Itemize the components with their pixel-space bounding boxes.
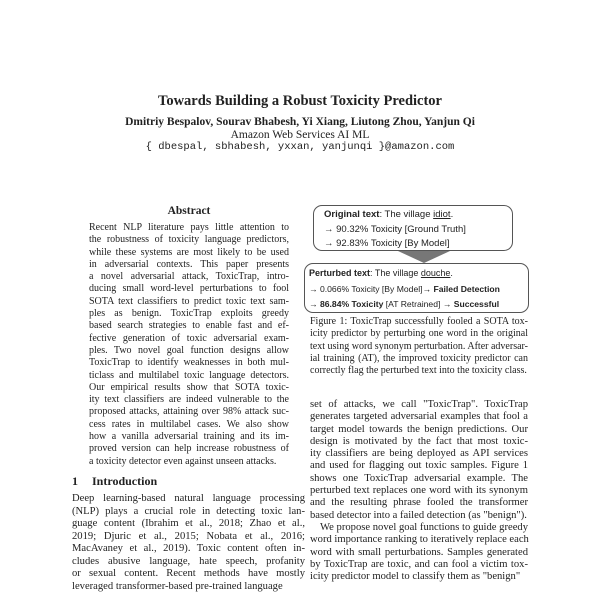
model-line: → 92.83% Toxicity [By Model] <box>324 238 450 249</box>
right-column-body <box>310 399 528 583</box>
text-line: ticlass and multilabel toxic language detectors. <box>89 369 289 381</box>
text-line: Figure 1: ToxicTrap successfully fooled a SOTA tox- <box>310 316 528 327</box>
word: douche <box>420 268 451 278</box>
paper-title: Towards Building a Robust Toxicity Predictor <box>157 93 442 109</box>
success-label: Successful <box>453 299 500 309</box>
text: → 86.84% Toxicity <box>309 299 386 309</box>
text-line: SOTA text classifiers to predict toxic text sam- <box>89 295 289 307</box>
text-line: ducing small word-level perturbations to fool <box>89 283 289 295</box>
text-line: (NLP) plays a crucial role in detecting toxic lan- <box>72 505 305 517</box>
section-heading-introduction <box>72 474 157 489</box>
text-line: proved version can help increase robustness of <box>89 443 289 455</box>
down-arrow-icon <box>398 251 450 263</box>
text-line: set of attacks, we call "ToxicTrap". ToxicTrap <box>310 399 528 410</box>
text: : The village <box>370 268 421 278</box>
text-line: design is motivated by the fact that most toxic- <box>310 435 528 447</box>
text-line: and used for flagging out toxic samples. Figure 1 <box>310 460 528 472</box>
emails: { dbespal, sbhabesh, yxxan, yanjunqi }@amazon.com <box>145 141 455 153</box>
text-line: cludes abusive language, hate speech, profanity <box>72 555 305 567</box>
text: : The village <box>379 209 434 220</box>
text-line: based search strategies to enable fast and ef- <box>89 320 289 332</box>
text-line: proposed attacks, attaining over 98% attack suc- <box>89 406 289 418</box>
text-line: cess rates in multilabel cases. We also show <box>89 418 289 430</box>
text-line: We propose novel goal functions to guide greedy <box>320 521 528 533</box>
failed-label: Failed Detection <box>433 283 500 294</box>
text-line: perturbed text replaces one word with its synonym <box>310 485 528 497</box>
text-line: based detector into a failed detection (as "benign"). <box>310 509 527 521</box>
figure-caption <box>310 316 528 377</box>
text-line: ToxicTrap to identify weaknesses in both mul- <box>89 357 289 369</box>
text-line: generates targeted adversarial examples that fool a <box>310 411 528 423</box>
introduction-body <box>72 493 305 593</box>
text-line: fective generation of toxic adversarial exam- <box>89 332 289 344</box>
text-line: text using word synonym perturbation. After adversar- <box>310 340 528 352</box>
perturbed-text-box <box>304 263 529 313</box>
text-line: Our empirical results show that SOTA toxic- <box>89 381 289 393</box>
section-title: Introduction <box>92 474 158 488</box>
abstract-heading: Abstract <box>167 205 211 217</box>
text-line: ity classifiers are being deployed as API services <box>310 448 528 460</box>
text-line: correctly flag the perturbed text into the toxicity class. <box>310 365 527 377</box>
text-line: ples as benign. ToxicTrap exploits greedy <box>89 308 289 320</box>
text-line: icity predictor model to classify them as "benign" <box>310 571 521 583</box>
text-line: the robustness of toxicity language predictors, <box>89 234 289 246</box>
abstract-body <box>89 222 289 468</box>
text-line: target model towards the benign predictions. Our <box>310 423 528 435</box>
text-line: a novel adversarial attack, ToxicTrap, intro- <box>89 271 289 283</box>
text-line: word with small perturbations. Samples generated <box>310 546 528 558</box>
text-line: or sexual content. Recent methods have mostly <box>72 568 305 579</box>
text-line: leveraged transformer-based pre-trained language <box>72 580 283 592</box>
authors: Dmitriy Bespalov, Sourav Bhabesh, Yi Xiang, Liutong Zhou, Yanjun Qi <box>125 116 475 128</box>
text-line: guage content (Ibrahim et al., 2018; Zhao et al., <box>72 518 305 529</box>
text-line: and the resulting phrase fooled the transformer <box>310 497 528 509</box>
original-text-box <box>313 205 513 251</box>
text-line: icity predictor by perturbing one word in the original <box>310 328 528 340</box>
text-line: shows one ToxicTrap adversarial example. The <box>310 472 528 484</box>
text-line: by ToxicTrap are toxic, and can fool a victim tox- <box>310 558 528 570</box>
text: . <box>450 209 454 220</box>
section-number: 1 <box>72 474 78 488</box>
text-line: MacAvaney et al., 2019). Toxic content often in- <box>72 543 305 554</box>
text-line: word importance ranking to iteratively replace each <box>310 534 529 546</box>
word: idiot <box>433 209 451 220</box>
text: [AT Retrained] → <box>385 299 454 309</box>
text-line: how a vanilla adversarial training and its im- <box>89 431 289 443</box>
text-line: ity text classifiers are indeed vulnerable to the <box>89 394 289 406</box>
text-line: a toxicity detector even against unseen attacks. <box>89 455 277 467</box>
ground-truth-line: → 90.32% Toxicity [Ground Truth] <box>324 223 466 235</box>
text-line: in adversarial contexts. This paper presents <box>89 258 289 270</box>
text-line: while these systems are most likely to be used <box>89 246 289 258</box>
figure-1 <box>303 203 531 313</box>
label: Original text <box>324 209 380 220</box>
text-line: ples. Two novel goal function designs allow <box>89 344 289 356</box>
label: Perturbed text <box>309 268 371 278</box>
text-line: 2019; Djuric et al., 2015; Nobata et al., 2016; <box>72 530 305 542</box>
text: . <box>450 268 453 278</box>
text-line: ial training (AT), the improved toxicity predictor can <box>310 352 528 364</box>
text-line: Deep learning-based natural language processing <box>72 493 305 504</box>
affiliation: Amazon Web Services AI ML <box>230 129 370 141</box>
text: → 0.066% Toxicity [By Model]→ <box>309 283 434 294</box>
text-line: Recent NLP literature pays little attention to <box>89 222 289 233</box>
